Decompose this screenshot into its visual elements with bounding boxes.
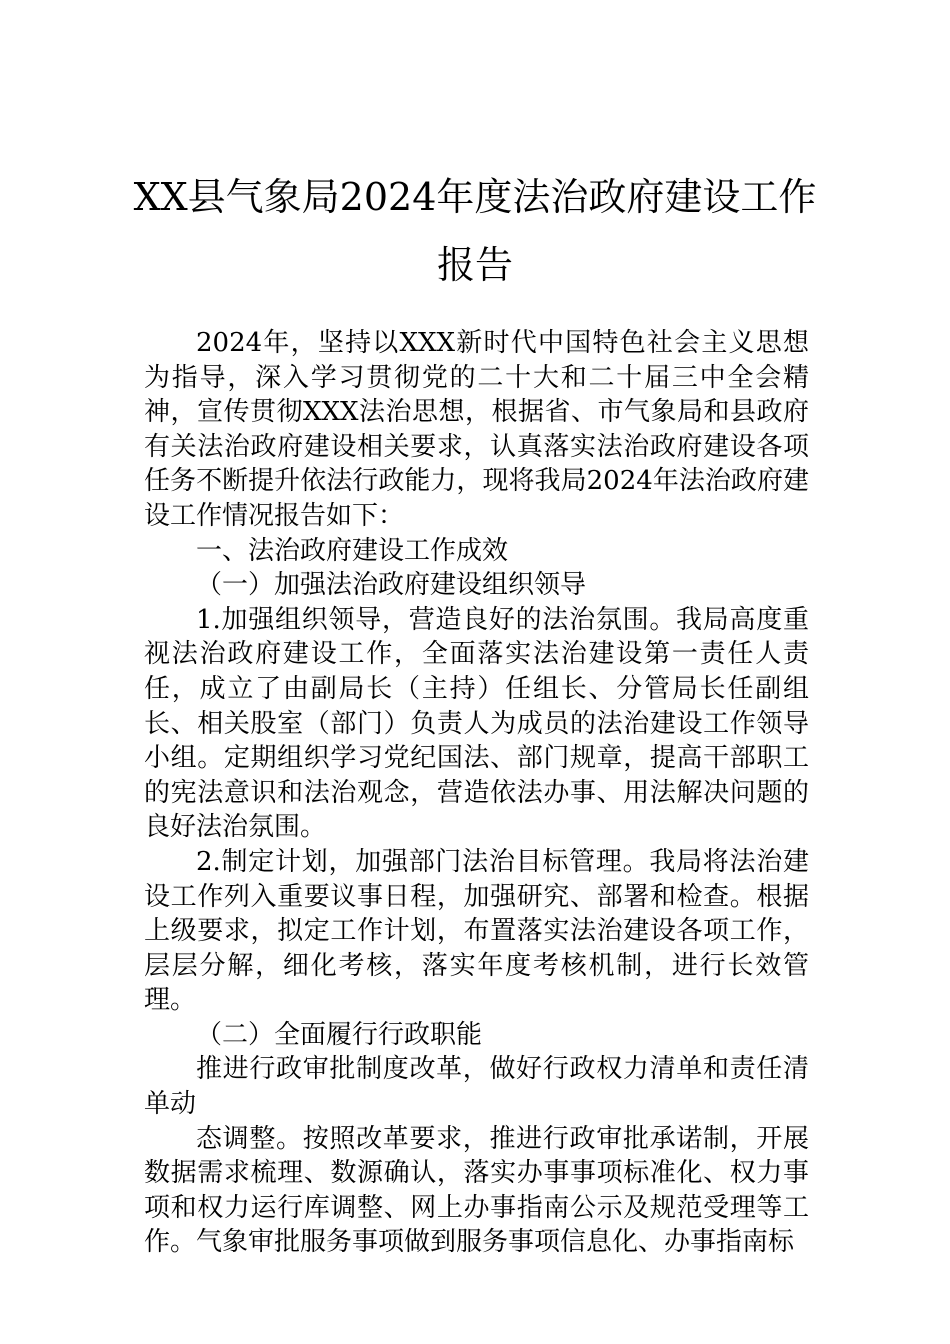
intro-paragraph: 2024年，坚持以XXX新时代中国特色社会主义思想为指导，深入学习贯彻党的二十大和二十届三中全会精神，宣传贯彻XXX法治思想，根据省、市气象局和县政府有关法治政府建设相关要求，认真落实法治政府建设各项任务不断提升依法行政能力，现将我局2024年法治政府建设工作情况报告如下： — [144, 328, 809, 531]
body-paragraph-3: 推进行政审批制度改革，做好行政权力清单和责任清单动 — [144, 1054, 809, 1120]
subsection-heading-1: （一）加强法治政府建设组织领导 — [196, 570, 587, 601]
document-body — [144, 326, 809, 1260]
document-title-line2: 报告 — [436, 243, 513, 287]
document-title-line1: XX县气象局2024年度法治政府建设工作 — [133, 175, 817, 219]
body-paragraph-4: 态调整。按照改革要求，推进行政审批承诺制，开展数据需求梳理、数源确认，落实办事事项标准化、权力事项和权力运行库调整、网上办事指南公示及规范受理等工作。气象审批服务事项做到服务事项信息化、办事指南标 — [144, 1123, 809, 1258]
body-paragraph-2: 2.制定计划，加强部门法治目标管理。我局将法治建设工作列入重要议事日程，加强研究、部署和检查。根据上级要求，拟定工作计划，布置落实法治建设各项工作，层层分解，细化考核，落实年度考核机制，进行长效管理。 — [144, 846, 809, 1016]
subsection-heading-2: （二）全面履行行政职能 — [196, 1019, 483, 1050]
section-heading-1: 一、法治政府建设工作成效 — [196, 535, 509, 566]
body-paragraph-1: 1.加强组织领导，营造良好的法治氛围。我局高度重视法治政府建设工作，全面落实法治建设第一责任人责任，成立了由副局长（主持）任组长、分管局长任副组长、相关股室（部门）负责人为成员的法治建设工作领导小组。定期组织学习党纪国法、部门规章，提高干部职工的宪法意识和法治观念，营造依法办事、用法解决问题的良好法治氛围。 — [144, 604, 809, 843]
